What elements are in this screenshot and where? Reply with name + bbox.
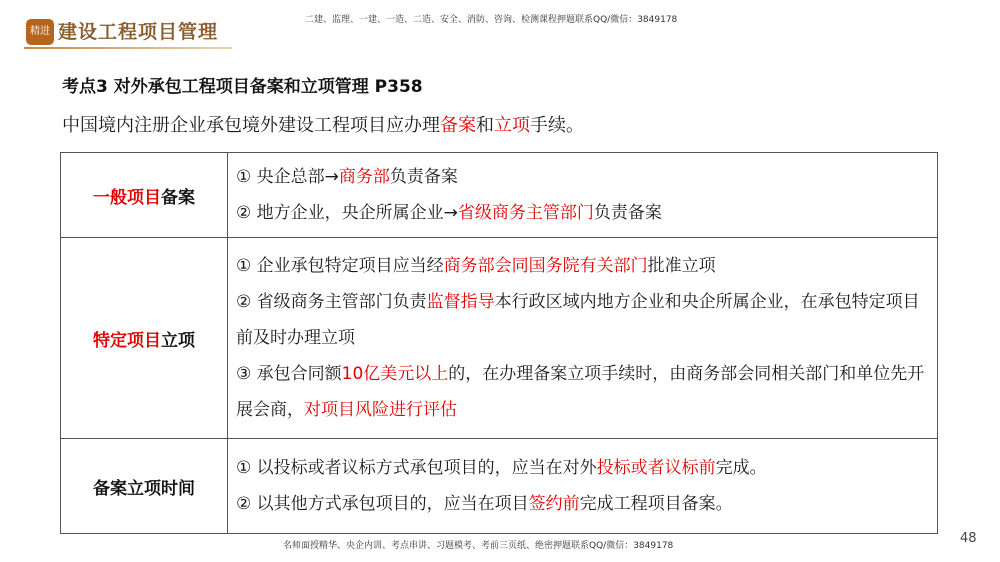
text-segment: 批准立项 bbox=[647, 256, 716, 276]
content-line bbox=[236, 248, 929, 284]
section-heading: 考点3 对外承包工程项目备案和立项管理 P358 bbox=[62, 77, 423, 97]
label-highlight: 一般项目 bbox=[93, 187, 161, 208]
page-number: 48 bbox=[960, 531, 977, 546]
content-line bbox=[236, 356, 929, 428]
intro-part: 手续。 bbox=[530, 115, 584, 136]
text-highlight: 监督指导 bbox=[426, 292, 495, 312]
text-segment: ① 央企总部→ bbox=[236, 167, 339, 187]
table-row-specific-project bbox=[61, 238, 938, 439]
title-underline bbox=[24, 47, 232, 49]
content-line bbox=[236, 284, 929, 356]
content-table bbox=[60, 152, 938, 534]
content-line bbox=[236, 450, 929, 486]
content-line bbox=[236, 195, 929, 231]
intro-part: 和 bbox=[476, 115, 494, 136]
text-highlight: 省级商务主管部门 bbox=[457, 203, 594, 223]
intro-text bbox=[62, 111, 584, 137]
text-highlight: 签约前 bbox=[528, 494, 580, 514]
row-content bbox=[228, 439, 938, 534]
row-label bbox=[61, 238, 228, 439]
text-highlight: 商务部 bbox=[338, 167, 390, 187]
text-segment: 完成工程项目备案。 bbox=[579, 494, 733, 514]
text-segment: 负责备案 bbox=[593, 203, 662, 223]
text-segment: ① 以投标或者议标方式承包项目的，应当在对外 bbox=[236, 458, 597, 478]
row-content bbox=[228, 238, 938, 439]
text-segment: 的，在办理备案立项手续时，由商务部会同相关部门和单位先开展会商， bbox=[236, 364, 925, 420]
intro-highlight: 备案 bbox=[440, 115, 476, 136]
app-title: 建设工程项目管理 bbox=[58, 21, 219, 43]
label-text: 备案 bbox=[161, 187, 195, 208]
text-segment: ③ 承包合同额 bbox=[236, 364, 342, 384]
header bbox=[0, 0, 1000, 48]
text-segment: ② 以其他方式承包项目的，应当在项目 bbox=[236, 494, 529, 514]
text-segment: 负责备案 bbox=[389, 167, 458, 187]
table-row-timing bbox=[61, 439, 938, 534]
text-segment: 本行政区域内地方企业和央企所属企业，在承包特定项目前及时办理立项 bbox=[236, 292, 920, 348]
text-highlight: 对项目风险进行评估 bbox=[304, 400, 457, 420]
intro-highlight: 立项 bbox=[494, 115, 530, 136]
content-line bbox=[236, 159, 929, 195]
top-ad-text: 二建、监理、一建、一造、二造、安全、消防、咨询、检测课程押题联系QQ/微信：3849178 bbox=[305, 15, 678, 25]
row-content bbox=[228, 153, 938, 238]
intro-part: 中国境内注册企业承包境外建设工程项目应办理 bbox=[62, 115, 440, 136]
text-highlight: 商务部会同国务院有关部门 bbox=[443, 256, 648, 276]
text-segment: 完成。 bbox=[715, 458, 767, 478]
table-row-general-project bbox=[61, 153, 938, 238]
content-line bbox=[236, 486, 929, 522]
text-highlight: 10亿美元以上 bbox=[341, 364, 449, 384]
logo-badge: 精进 bbox=[26, 19, 54, 45]
row-label bbox=[61, 153, 228, 238]
text-segment: ② 省级商务主管部门负责 bbox=[236, 292, 427, 312]
label-highlight: 特定项目 bbox=[93, 330, 161, 351]
label-text: 立项 bbox=[161, 330, 195, 351]
footer-ad-text: 名师面授精华、央企内训、考点串讲、习题模考、考前三页纸、绝密押题联系QQ/微信：3849178 bbox=[283, 541, 674, 551]
text-segment: ② 地方企业，央企所属企业→ bbox=[236, 203, 458, 223]
text-segment: ① 企业承包特定项目应当经 bbox=[236, 256, 444, 276]
text-highlight: 投标或者议标前 bbox=[596, 458, 716, 478]
row-label: 备案立项时间 bbox=[61, 439, 228, 534]
